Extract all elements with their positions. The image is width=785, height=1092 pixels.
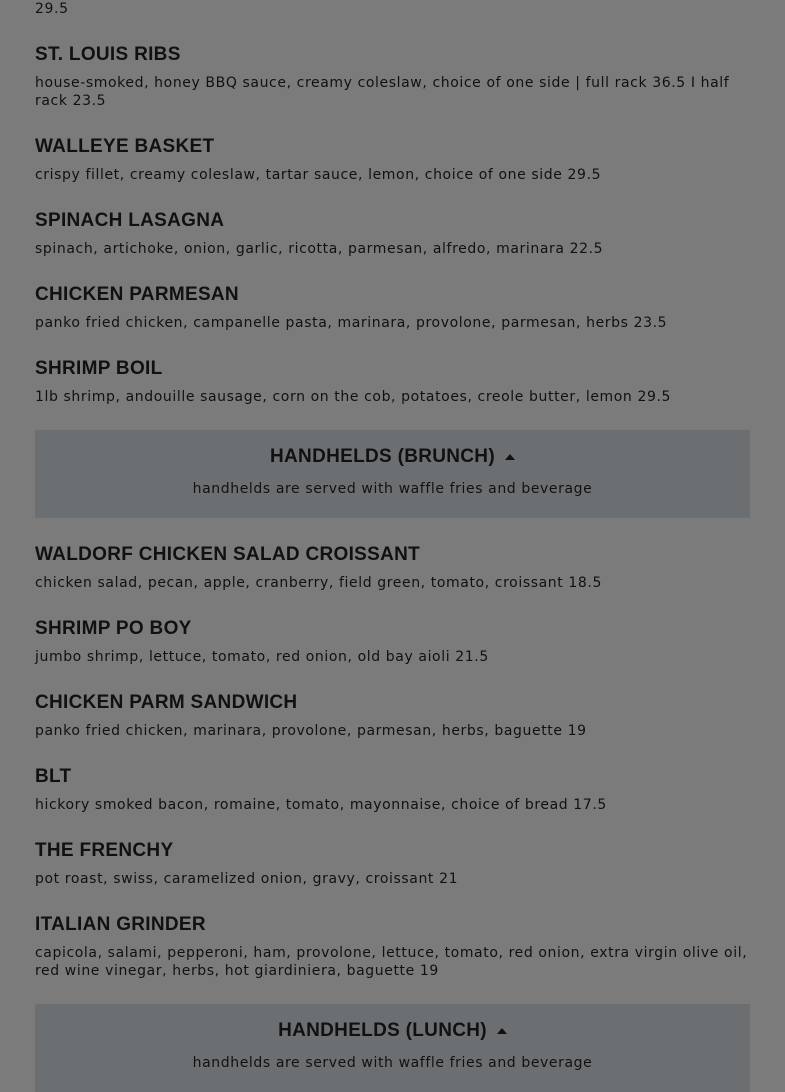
- menu-item-description: capicola, salami, pepperoni, ham, provolone, lettuce, tomato, red onion, extra virgin olive oil, red wine vinegar, herbs, hot giardiniera, baguette 19: [35, 945, 748, 979]
- menu-item-title: WALDORF CHICKEN SALAD CROISSANT: [35, 544, 421, 565]
- menu-item: [35, 44, 750, 110]
- menu-item-title: SHRIMP BOIL: [35, 358, 163, 379]
- menu-item-title: CHICKEN PARM SANDWICH: [35, 692, 298, 713]
- menu-item: [35, 618, 750, 666]
- section-description: handhelds are served with waffle fries and beverage: [192, 1055, 593, 1071]
- section-header[interactable]: [270, 446, 515, 468]
- menu-item: [35, 136, 750, 184]
- menu-item: [35, 358, 750, 406]
- menu-item: [35, 840, 750, 888]
- menu-item: [35, 210, 750, 258]
- section-title: HANDHELDS (BRUNCH): [270, 446, 495, 467]
- menu-item-title: SHRIMP PO BOY: [35, 618, 192, 639]
- menu-item-title: SPINACH LASAGNA: [35, 210, 225, 231]
- menu-content: [35, 0, 750, 1092]
- menu-item: [35, 692, 750, 740]
- menu-item: [35, 914, 750, 980]
- section-handhelds-brunch[interactable]: [35, 430, 750, 518]
- menu-item: [35, 284, 750, 332]
- section-title: HANDHELDS (LUNCH): [278, 1020, 487, 1041]
- menu-item-title: THE FRENCHY: [35, 840, 174, 861]
- section-description: handhelds are served with waffle fries and beverage: [192, 481, 593, 497]
- menu-item-description: panko fried chicken, marinara, provolone, parmesan, herbs, baguette 19: [35, 723, 587, 739]
- menu-item-description: chicken salad, pecan, apple, cranberry, field green, tomato, croissant 18.5: [35, 575, 602, 591]
- item-description-partial: 29.5: [35, 1, 69, 17]
- menu-item-description: spinach, artichoke, onion, garlic, ricotta, parmesan, alfredo, marinara 22.5: [35, 241, 604, 257]
- menu-item-description: jumbo shrimp, lettuce, tomato, red onion, old bay aioli 21.5: [35, 649, 489, 665]
- menu-item: [35, 766, 750, 814]
- menu-item-description: 1lb shrimp, andouille sausage, corn on the cob, potatoes, creole butter, lemon 29.5: [35, 389, 672, 405]
- handheld-list: [35, 544, 750, 980]
- menu-item-description: pot roast, swiss, caramelized onion, gravy, croissant 21: [35, 871, 459, 887]
- menu-item-title: BLT: [35, 766, 72, 787]
- menu-item: [35, 544, 750, 592]
- caret-up-icon[interactable]: [497, 1028, 507, 1034]
- menu-item-description: panko fried chicken, campanelle pasta, marinara, provolone, parmesan, herbs 23.5: [35, 315, 668, 331]
- menu-item-title: ITALIAN GRINDER: [35, 914, 206, 935]
- section-handhelds-lunch[interactable]: [35, 1004, 750, 1092]
- menu-item-title: WALLEYE BASKET: [35, 136, 215, 157]
- menu-item-description: crispy fillet, creamy coleslaw, tartar sauce, lemon, choice of one side 29.5: [35, 167, 602, 183]
- entree-list: [35, 44, 750, 406]
- menu-item-description: hickory smoked bacon, romaine, tomato, mayonnaise, choice of bread 17.5: [35, 797, 607, 813]
- section-header[interactable]: [278, 1020, 507, 1042]
- menu-item-title: CHICKEN PARMESAN: [35, 284, 239, 305]
- menu-item-description: house-smoked, honey BBQ sauce, creamy coleslaw, choice of one side | full rack 36.5 I half rack 23.5: [35, 75, 730, 109]
- caret-up-icon[interactable]: [505, 454, 515, 460]
- menu-item-title: ST. LOUIS RIBS: [35, 44, 181, 65]
